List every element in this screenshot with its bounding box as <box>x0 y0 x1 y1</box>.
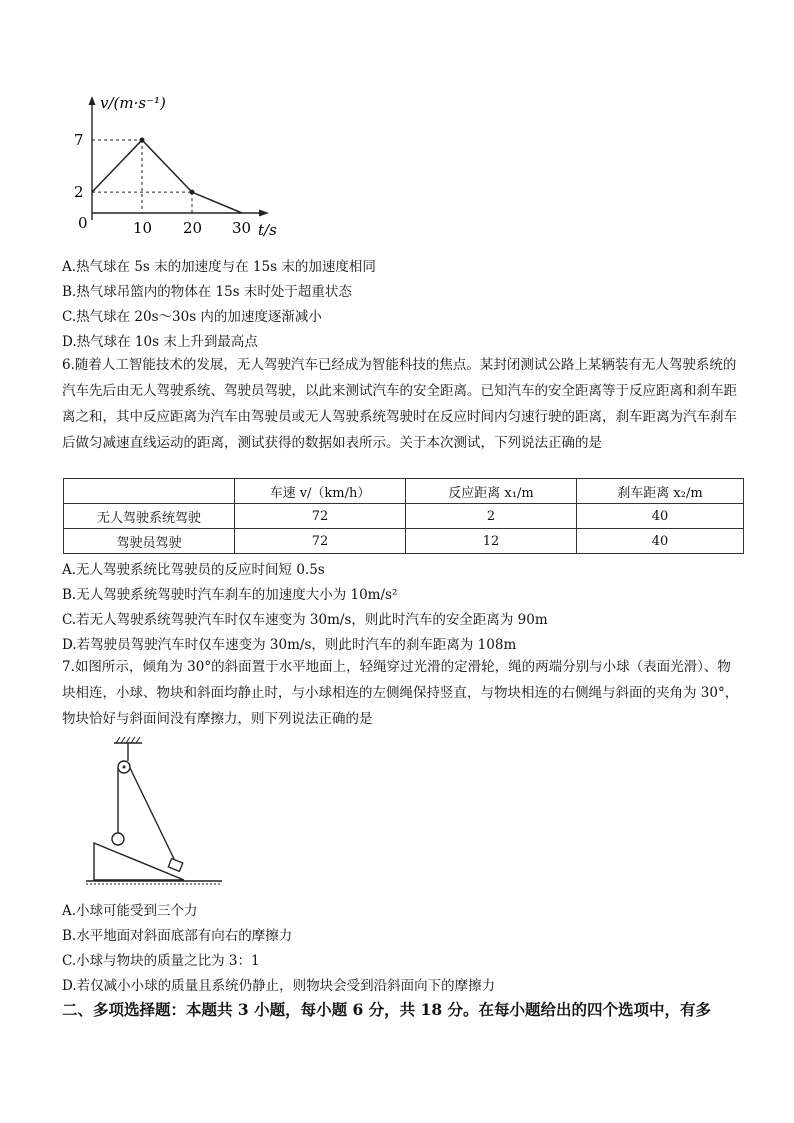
q6-stem: 6.随着人工智能技术的发展，无人驾驶汽车已经成为智能科技的焦点。某封闭测试公路上某辆装有无人驾驶系统的汽车先后由无人驾驶系统、驾驶员驾驶，以此来测试汽车的安全距离。已知汽车的安全距离等于反应距离和刹车距离之和，其中反应距离为汽车由驾驶员或无人驾驶系统驾驶时在反应时间内匀速行驶的距离，刹车距离为汽车刹车后做匀减速直线运动的距离，测试获得的数据如表所示。关于本次测试，下列说法正确的是 <box>62 357 737 451</box>
table-cell: 12 <box>406 529 577 554</box>
q5-option-c: C.热气球在 20s～30s 内的加速度逐渐减小 <box>62 309 322 325</box>
q7-option-d: D.若仅减小小球的质量且系统仍静止，则物块会受到沿斜面向下的摩擦力 <box>62 978 496 994</box>
y-tick-7: 7 <box>74 131 84 149</box>
table-header-row <box>64 479 744 504</box>
q7-option-a: A.小球可能受到三个力 <box>62 903 198 919</box>
table-cell: 2 <box>406 504 577 529</box>
table-row <box>64 529 744 554</box>
x-tick-20: 20 <box>183 219 203 237</box>
q6-data-table <box>63 478 744 554</box>
incline-pulley-figure <box>84 735 224 890</box>
origin-label: 0 <box>78 214 88 232</box>
q7-option-b: B.水平地面对斜面底部有向右的摩擦力 <box>62 928 293 944</box>
q6-option-b: B.无人驾驶系统驾驶时汽车刹车的加速度大小为 10m/s² <box>62 587 398 603</box>
x-axis-label: t/s <box>258 221 277 239</box>
data-point <box>190 190 195 195</box>
ground <box>86 881 222 884</box>
table-header-cell: 反应距离 x₁/m <box>406 479 577 504</box>
table-header-cell: 刹车距离 x₂/m <box>577 479 744 504</box>
table-cell: 无人驾驶系统驾驶 <box>64 504 235 529</box>
block <box>168 859 182 872</box>
y-tick-2: 2 <box>74 183 84 201</box>
q5-option-b: B.热气球吊篮内的物体在 15s 末时处于超重状态 <box>62 284 352 300</box>
table-row <box>64 504 744 529</box>
data-point <box>140 138 145 143</box>
q7-option-c: C.小球与物块的质量之比为 3：1 <box>62 953 260 969</box>
q5-option-d: D.热气球在 10s 末上升到最高点 <box>62 334 258 350</box>
table-cell: 72 <box>235 529 406 554</box>
table-cell: 40 <box>577 504 744 529</box>
right-rope <box>130 768 176 863</box>
q6-option-a: A.无人驾驶系统比驾驶员的反应时间短 0.5s <box>62 562 325 578</box>
x-tick-10: 10 <box>133 219 153 237</box>
series-line <box>92 140 242 213</box>
q6-option-c: C.若无人驾驶系统驾驶汽车时仅车速变为 30m/s，则此时汽车的安全距离为 90m <box>62 612 548 628</box>
y-axis-arrow <box>89 96 96 105</box>
table-cell: 40 <box>577 529 744 554</box>
x-tick-30: 30 <box>232 219 252 237</box>
q7-stem: 7.如图所示，倾角为 30°的斜面置于水平地面上，轻绳穿过光滑的定滑轮，绳的两端分别与小球（表面光滑）、物块相连，小球、物块和斜面均静止时，与小球相连的左侧绳保持竖直，与物块相连的右侧绳与斜面的夹角为 30°，物块恰好与斜面间没有摩擦力，则下列说法正确的是 <box>62 659 739 727</box>
section-2-heading: 二、多项选择题：本题共 3 小题，每小题 6 分，共 18 分。在每小题给出的四个选项中，有多 <box>62 1000 712 1019</box>
small-ball <box>112 833 124 845</box>
x-axis-arrow <box>259 210 269 217</box>
table-header-cell <box>64 479 235 504</box>
q5-option-a: A.热气球在 5s 末的加速度与在 15s 末的加速度相同 <box>62 259 376 275</box>
velocity-time-graph <box>70 90 290 240</box>
table-header-cell: 车速 v/（km/h） <box>235 479 406 504</box>
table-cell: 驾驶员驾驶 <box>64 529 235 554</box>
q6-option-d: D.若驾驶员驾驶汽车时仅车速变为 30m/s，则此时汽车的刹车距离为 108m <box>62 637 517 653</box>
ceiling-mount <box>114 737 142 761</box>
y-axis-label: v/(m·s⁻¹) <box>100 94 166 112</box>
table-cell: 72 <box>235 504 406 529</box>
